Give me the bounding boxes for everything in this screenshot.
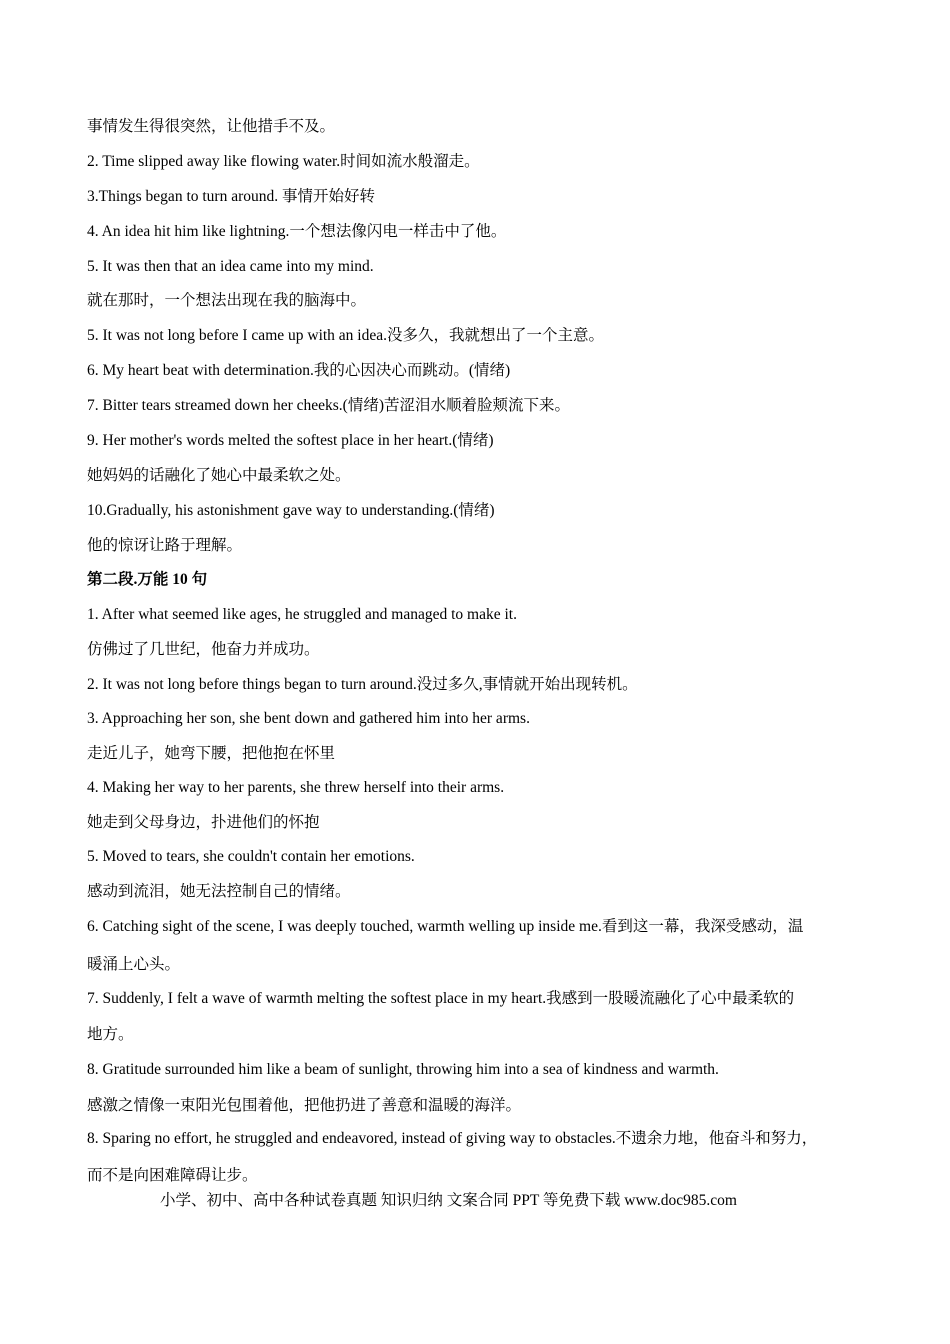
text-line: 她走到父母身边，扑进他们的怀抱 — [87, 814, 320, 831]
text-line: 7. Suddenly, I felt a wave of warmth melting the softest place in my heart.我感到一股暖流融化了心中最柔软的 — [87, 990, 795, 1007]
text-line: 暖涌上心头。 — [87, 956, 181, 973]
text-line: 她妈妈的话融化了她心中最柔软之处。 — [87, 467, 351, 484]
text-line: 6. Catching sight of the scene, I was deeply touched, warmth welling up inside me.看到这一幕，我深受感动，温 — [87, 918, 804, 935]
text-line: 8. Sparing no effort, he struggled and endeavored, instead of giving way to obstacles.不遗余力地，他奋斗和努力， — [87, 1130, 818, 1147]
text-line: 6. My heart beat with determination.我的心因决心而跳动。(情绪) — [87, 362, 511, 379]
text-line: 2. Time slipped away like flowing water.时间如流水般溜走。 — [87, 153, 480, 170]
text-line: 10.Gradually, his astonishment gave way to understanding.(情绪) — [87, 502, 495, 519]
text-line: 2. It was not long before things began to turn around.没过多久,事情就开始出现转机。 — [87, 676, 638, 693]
text-line: 3.Things began to turn around. 事情开始好转 — [87, 188, 376, 205]
text-line: 4. Making her way to her parents, she threw herself into their arms. — [87, 779, 505, 796]
text-line: 事情发生得很突然，让他措手不及。 — [87, 118, 336, 135]
text-line: 而不是向困难障碍让步。 — [87, 1167, 258, 1184]
text-line: 9. Her mother's words melted the softest place in her heart.(情绪) — [87, 432, 494, 449]
text-line: 他的惊讶让路于理解。 — [87, 537, 243, 554]
text-line: 5. It was not long before I came up with an idea.没多久，我就想出了一个主意。 — [87, 327, 605, 344]
text-line: 1. After what seemed like ages, he struggled and managed to make it. — [87, 606, 517, 623]
text-line: 仿佛过了几世纪，他奋力并成功。 — [87, 641, 320, 658]
text-line: 地方。 — [87, 1026, 134, 1043]
text-line: 感激之情像一束阳光包围着他，把他扔进了善意和温暖的海洋。 — [87, 1097, 522, 1114]
text-line: 4. An idea hit him like lightning.一个想法像闪电一样击中了他。 — [87, 223, 507, 240]
section-heading: 第二段.万能 10 句 — [87, 571, 208, 588]
page-footer: 小学、初中、高中各种试卷真题 知识归纳 文案合同 PPT 等免费下载 www.doc985.com — [160, 1192, 737, 1209]
text-line: 走近儿子，她弯下腰，把他抱在怀里 — [87, 745, 336, 762]
text-line: 感动到流泪，她无法控制自己的情绪。 — [87, 883, 351, 900]
text-line: 8. Gratitude surrounded him like a beam of sunlight, throwing him into a sea of kindness and warmth. — [87, 1061, 719, 1078]
text-line: 3. Approaching her son, she bent down and gathered him into her arms. — [87, 710, 530, 727]
text-line: 5. Moved to tears, she couldn't contain her emotions. — [87, 848, 415, 865]
text-line: 7. Bitter tears streamed down her cheeks.(情绪)苦涩泪水顺着脸颊流下来。 — [87, 397, 570, 414]
text-line: 5. It was then that an idea came into my mind. — [87, 258, 374, 275]
text-line: 就在那时，一个想法出现在我的脑海中。 — [87, 292, 367, 309]
